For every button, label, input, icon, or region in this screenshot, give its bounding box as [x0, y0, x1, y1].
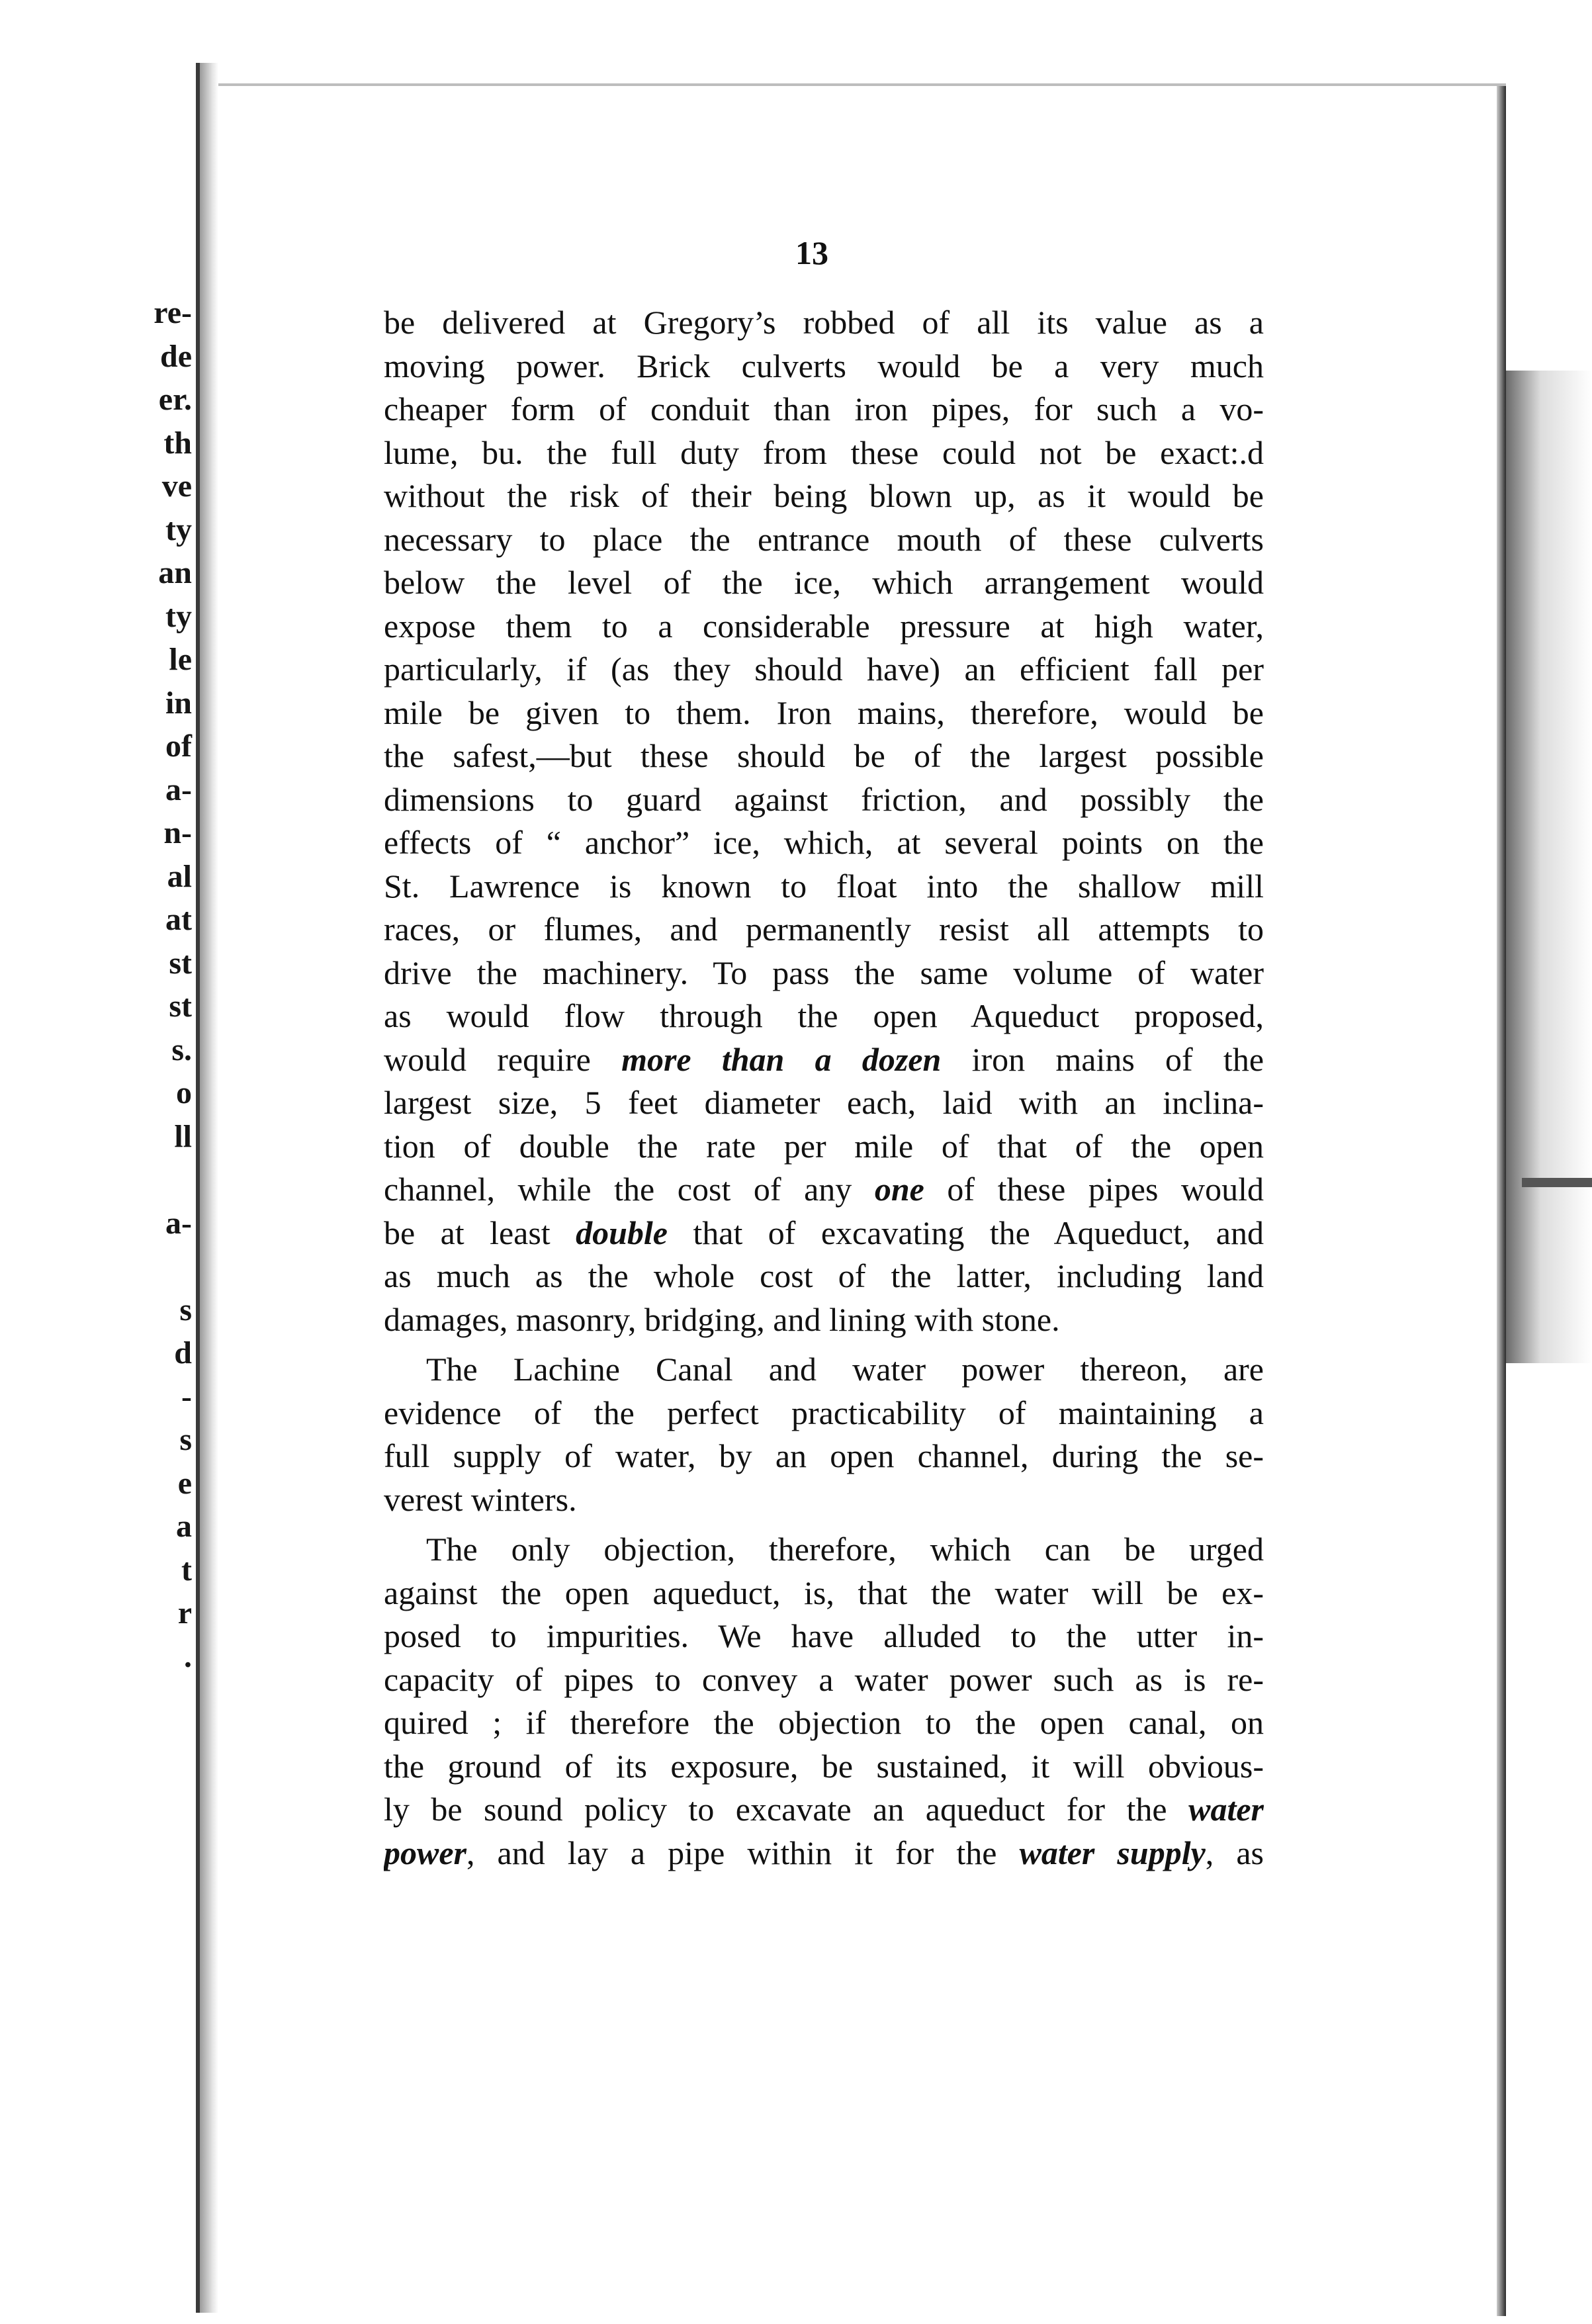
- text-line: [384, 1701, 1264, 1745]
- left-page-fragment: of: [165, 729, 192, 764]
- text-run: as much as the whole cost of the latter, including land: [384, 1257, 1264, 1294]
- text-run: The Lachine Canal and water power thereon, are: [426, 1351, 1264, 1388]
- text-line: [384, 995, 1264, 1038]
- text-line: [384, 431, 1264, 475]
- text-run: ly be sound policy to excavate an aqueduct for the: [384, 1791, 1189, 1828]
- text-line: [384, 821, 1264, 865]
- text-line: [384, 778, 1264, 822]
- text-line: [384, 1478, 1264, 1522]
- text-run: that of excavating the Aqueduct, and: [668, 1214, 1264, 1251]
- text-run: cheaper form of conduit than iron pipes, for such a vo-: [384, 390, 1264, 427]
- left-page-fragment: a-: [165, 1205, 192, 1241]
- text-run: drive the machinery. To pass the same volume of water: [384, 954, 1264, 991]
- text-line: [384, 1788, 1264, 1832]
- left-page-fragment: o: [176, 1075, 192, 1110]
- text-line: [384, 1125, 1264, 1169]
- text-run: against the open aqueduct, is, that the water will be ex-: [384, 1574, 1264, 1611]
- left-page-fragment: [0, 1158, 192, 1202]
- text-run: St. Lawrence is known to float into the shallow mill: [384, 867, 1264, 905]
- italic-text-run: water supply: [1019, 1834, 1206, 1871]
- left-page-fragment: s: [179, 1422, 192, 1457]
- text-run: evidence of the perfect practicability of maintaining a: [384, 1394, 1264, 1431]
- left-page-fragment: s: [179, 1292, 192, 1327]
- text-line: [384, 1572, 1264, 1615]
- italic-text-run: more than a dozen: [621, 1040, 942, 1078]
- page-number: 13: [795, 234, 828, 271]
- right-page-edge: [1497, 86, 1506, 2316]
- text-line: [384, 865, 1264, 909]
- text-run: the safest,—but these should be of the largest possible: [384, 737, 1264, 774]
- text-run: verest winters.: [384, 1480, 577, 1518]
- text-line: [384, 1255, 1264, 1298]
- body-text: [384, 301, 1264, 1875]
- text-run: expose them to a considerable pressure at high water,: [384, 607, 1264, 645]
- text-line: [384, 1528, 1264, 1572]
- text-run: be at least: [384, 1214, 576, 1251]
- text-line: [384, 388, 1264, 431]
- text-run: iron mains of the: [941, 1040, 1264, 1078]
- left-page-fragment: r: [177, 1595, 192, 1631]
- text-line: [384, 1832, 1264, 1875]
- italic-text-run: power: [384, 1834, 466, 1871]
- left-page-fragment: -: [181, 1378, 192, 1414]
- text-line: [384, 1348, 1264, 1392]
- text-line: [384, 1038, 1264, 1082]
- text-run: the ground of its exposure, be sustained, it will obvious-: [384, 1747, 1264, 1785]
- paragraph: [384, 301, 1264, 1341]
- text-run: necessary to place the entrance mouth of these culverts: [384, 520, 1264, 558]
- page-holder-clip: [1506, 371, 1592, 1363]
- paragraph: [384, 1528, 1264, 1875]
- text-run: races, or flumes, and permanently resist all attempts to: [384, 911, 1264, 948]
- text-run: full supply of water, by an open channel, during the se-: [384, 1437, 1264, 1474]
- left-page-fragment: an: [158, 555, 192, 590]
- text-run: as would flow through the open Aqueduct proposed,: [384, 997, 1264, 1034]
- left-page-fragment: ve: [161, 469, 192, 504]
- text-line: [384, 1435, 1264, 1478]
- text-run: , as: [1205, 1834, 1264, 1871]
- left-page-fragment: st: [169, 989, 192, 1024]
- book-gutter: [200, 63, 218, 2313]
- text-run: dimensions to guard against friction, and possibly the: [384, 780, 1264, 818]
- italic-text-run: water: [1188, 1791, 1264, 1828]
- text-line: [384, 1298, 1264, 1342]
- text-run: moving power. Brick culverts would be a very much: [384, 347, 1264, 384]
- text-line: [384, 605, 1264, 648]
- left-page-fragment: al: [167, 858, 192, 894]
- text-line: [384, 1212, 1264, 1255]
- text-run: capacity of pipes to convey a water power such as is re-: [384, 1660, 1264, 1698]
- left-page-fragment: e: [177, 1465, 192, 1501]
- text-line: [384, 1392, 1264, 1435]
- text-run: lume, bu. the full duty from these could not be exact:.d: [384, 433, 1264, 471]
- text-run: damages, masonry, bridging, and lining with stone.: [384, 1300, 1060, 1338]
- text-line: [384, 1658, 1264, 1702]
- paragraph-gap: [384, 1521, 1264, 1528]
- text-line: [384, 1081, 1264, 1125]
- left-page-fragment: t: [181, 1552, 192, 1587]
- text-run: below the level of the ice, which arrangement would: [384, 564, 1264, 601]
- text-run: be delivered at Gregory’s robbed of all its value as a: [384, 304, 1264, 341]
- text-run: tion of double the rate per mile of that of the open: [384, 1127, 1264, 1165]
- text-run: effects of “ anchor” ice, which, at several points on the: [384, 824, 1264, 861]
- text-run: channel, while the cost of any: [384, 1171, 875, 1208]
- italic-text-run: double: [576, 1214, 668, 1251]
- paragraph-gap: [384, 1341, 1264, 1348]
- text-run: mile be given to them. Iron mains, therefore, would be: [384, 693, 1264, 731]
- text-line: [384, 735, 1264, 778]
- left-page-fragment: d: [174, 1335, 192, 1370]
- left-page-fragment: le: [169, 642, 192, 677]
- paragraph: [384, 1348, 1264, 1521]
- left-page-fragment: [0, 1245, 192, 1288]
- left-page-fragment: re-: [154, 295, 192, 330]
- italic-text-run: one: [874, 1171, 924, 1208]
- text-run: would require: [384, 1040, 622, 1078]
- page-holder-notch: [1522, 1178, 1592, 1187]
- left-page-fragment: ty: [165, 512, 192, 547]
- left-page-fragment: ll: [174, 1118, 192, 1154]
- text-line: [384, 1745, 1264, 1789]
- text-line: [384, 1615, 1264, 1658]
- left-page-fragment: de: [160, 338, 192, 374]
- text-run: posed to impurities. We have alluded to the utter in-: [384, 1617, 1264, 1654]
- text-run: The only objection, therefore, which can be urged: [426, 1531, 1264, 1568]
- text-line: [384, 692, 1264, 735]
- text-line: [384, 952, 1264, 995]
- text-line: [384, 648, 1264, 692]
- left-page-text-fragments: [0, 291, 192, 1678]
- left-page-fragment: a-: [165, 772, 192, 807]
- text-line: [384, 908, 1264, 952]
- text-run: largest size, 5 feet diameter each, laid with an inclina-: [384, 1084, 1264, 1121]
- left-page-fragment: a: [176, 1509, 192, 1544]
- text-line: [384, 474, 1264, 518]
- text-run: of these pipes would: [924, 1171, 1264, 1208]
- left-page-fragment: st: [169, 945, 192, 981]
- text-line: [384, 518, 1264, 562]
- text-run: particularly, if (as they should have) an efficient fall per: [384, 650, 1264, 688]
- text-run: quired ; if therefore the objection to the open canal, on: [384, 1704, 1264, 1741]
- text-line: [384, 1168, 1264, 1212]
- left-page-fragment: in: [165, 685, 192, 721]
- left-page-fragment: er.: [158, 382, 192, 417]
- text-line: [384, 301, 1264, 345]
- text-run: , and lay a pipe within it for the: [466, 1834, 1020, 1871]
- text-line: [384, 345, 1264, 388]
- text-run: without the risk of their being blown up, as it would be: [384, 477, 1264, 514]
- left-page-fragment: ty: [165, 598, 192, 634]
- left-page-fragment: .: [184, 1638, 192, 1674]
- left-page-fragment: n-: [163, 815, 192, 850]
- text-line: [384, 561, 1264, 605]
- left-page-fragment: s.: [171, 1032, 192, 1067]
- left-page-fragment: th: [163, 425, 192, 461]
- left-page-fragment: at: [165, 902, 192, 937]
- right-page-top-edge: [218, 83, 1506, 86]
